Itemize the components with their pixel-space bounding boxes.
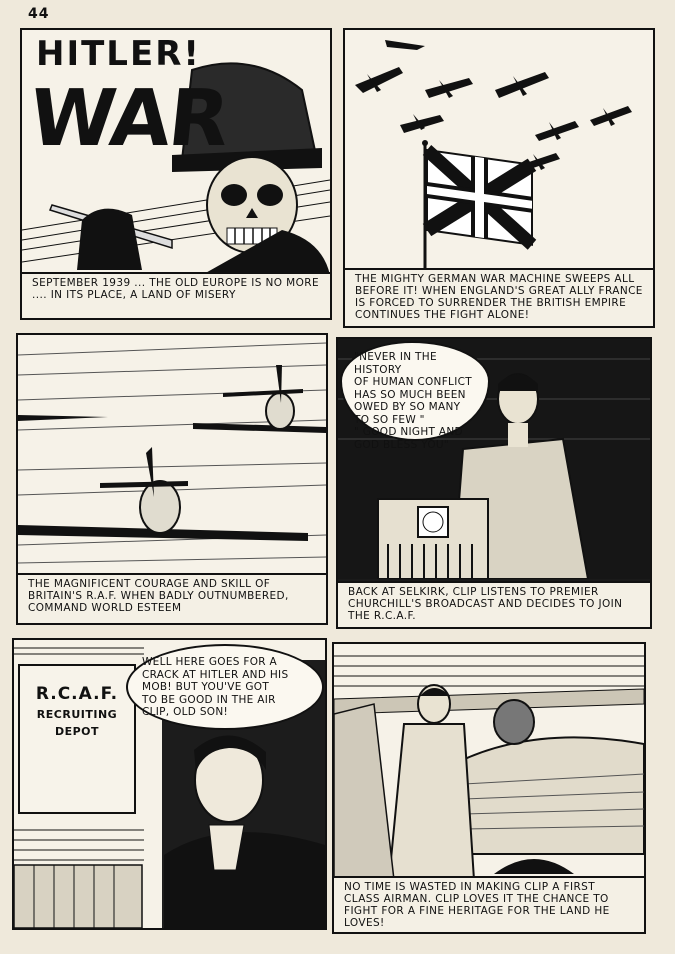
panel-german-war-machine: [343, 28, 655, 328]
planes-union-jack-illustration: [345, 30, 653, 270]
churchill-quote-balloon: [340, 341, 490, 451]
caption-panel-3: THE MAGNIFICENT COURAGE AND SKILL OF BRITAIN'S R.A.F. WHEN BADLY OUTNUMBERED, COMMAND WORLD ESTEEM: [18, 573, 326, 623]
sign-recruiting: RECRUITING: [36, 708, 118, 721]
page-number: 44: [28, 6, 50, 22]
balloon-line: OWED BY SO MANY: [354, 401, 461, 413]
balloon-line: " GOOD NIGHT AND: [354, 426, 463, 438]
clip-speech-balloon: [126, 644, 324, 730]
caption-panel-1: SEPTEMBER 1939 ... THE OLD EUROPE IS NO MORE .... IN ITS PLACE, A LAND OF MISERY: [22, 272, 330, 318]
balloon-line: WELL HERE GOES FOR A: [142, 656, 278, 668]
sign-rcaf: R.C.A.F.: [35, 684, 119, 704]
balloon-line: CLIP, OLD SON!: [142, 706, 229, 718]
caption-panel-2: THE MIGHTY GERMAN WAR MACHINE SWEEPS ALL BEFORE IT! WHEN ENGLAND'S GREAT ALLY FRANCE IS FORCED TO SURRENDER THE BRITISH EMPIRE CONTINUES THE FIGHT ALONE!: [345, 268, 653, 326]
rcaf-sign: [18, 664, 136, 814]
balloon-line: OF HUMAN CONFLICT: [354, 376, 472, 388]
balloon-line: CRACK AT HITLER AND HIS: [142, 668, 289, 681]
war-title: WAR: [25, 74, 232, 164]
panel-recruiting-depot: [12, 638, 327, 930]
balloon-line: GOD BLESS YOU": [354, 438, 449, 451]
panel-churchill-broadcast: [336, 337, 652, 629]
balloon-line: "NEVER IN THE HISTORY: [354, 351, 437, 376]
balloon-line: HAS SO MUCH BEEN: [354, 388, 466, 401]
clip-and-plane-illustration: [334, 644, 644, 880]
caption-panel-4: BACK AT SELKIRK, CLIP LISTENS TO PREMIER CHURCHILL'S BROADCAST AND DECIDES TO JOIN THE R.C.A.F.: [338, 581, 650, 627]
balloon-line: TO BE GOOD IN THE AIR: [142, 693, 276, 706]
spitfires-illustration: [18, 335, 326, 573]
panel-raf-spitfires: [16, 333, 328, 625]
caption-panel-6: NO TIME IS WASTED IN MAKING CLIP A FIRST CLASS AIRMAN. CLIP LOVES IT THE CHANCE TO FIGHT FOR A FINE HERITAGE FOR THE LAND HE LOVES!: [334, 876, 644, 932]
hitler-title: HITLER!: [36, 34, 201, 74]
balloon-line: TO SO FEW ": [354, 413, 425, 426]
sign-depot: DEPOT: [54, 725, 100, 738]
balloon-line: MOB! BUT YOU'VE GOT: [142, 681, 270, 693]
panel-clip-training: [332, 642, 646, 934]
panel-hitler-war: [20, 28, 332, 320]
